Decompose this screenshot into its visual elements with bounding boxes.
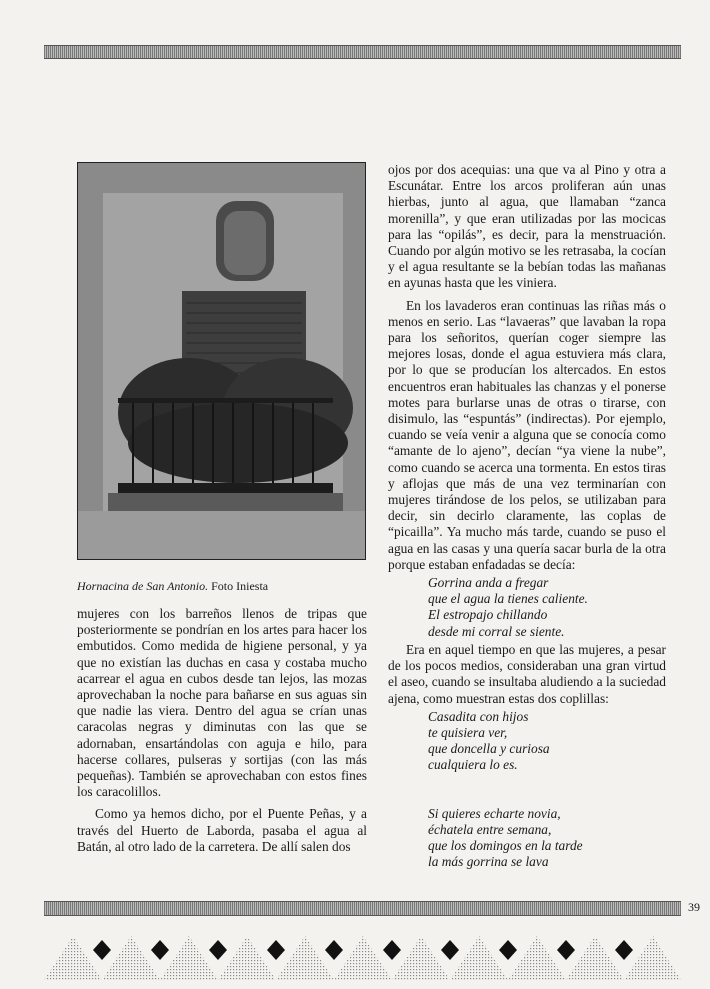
verse-line: que los domingos en la tarde xyxy=(428,837,583,853)
verse-line: que el agua la tienes caliente. xyxy=(428,591,588,607)
verse-line: la más gorrina se lava xyxy=(428,854,549,870)
verse-line: te quisiera ver, xyxy=(428,724,508,740)
verse-3 xyxy=(428,806,666,871)
verse-line: que doncella y curiosa xyxy=(428,741,550,757)
verse-2 xyxy=(428,709,666,774)
top-decorative-band xyxy=(44,45,681,59)
left-column xyxy=(77,606,367,855)
caption-title: Hornacina de San Antonio. xyxy=(77,579,209,593)
right-column xyxy=(388,162,666,872)
verse-line: Si quieres echarte novia, xyxy=(428,805,561,821)
verse-line: Gorrina anda a fregar xyxy=(428,575,549,591)
verse-line: échatela entre semana, xyxy=(428,821,552,837)
verse-line: cualquiera lo es. xyxy=(428,757,518,773)
photo-balcony-niche xyxy=(77,162,366,560)
bottom-decorative-band xyxy=(44,901,681,916)
page-number: 39 xyxy=(688,900,700,914)
right-paragraph-3: Era en aquel tiempo en que las mujeres, a pesar de los pocos medios, consideraban una gran virtud el aseo, cuando se insultaba aludiendo a la suciedad ajena, como muestran estas dos coplillas: xyxy=(388,641,666,706)
verse-1 xyxy=(428,575,666,640)
left-paragraph-1: mujeres con los barreños llenos de tripas que posteriormente se pondrían en los artes para hacer los embutidos. Como medida de higiene personal, y ya que no existían las duchas en casa y costaba mucho acarrear el agua en cubos desde tan lejos, las mozas aprovechaban la noche para bañarse en sus aguas sin que nadie las viera. Dentro del agua se crían unas caracolas negras y diminutas con las que se adornaban, ensartándolas con aguja e hilo, para hacerse collares, pulseras y sortijas (con las más pequeñas). También se aprovechaban con estos fines los caracolillos. xyxy=(77,606,367,800)
decorative-diamond-border xyxy=(44,930,681,980)
photo-caption xyxy=(77,578,367,594)
verse-line: Casadita con hijos xyxy=(428,708,529,724)
left-paragraph-2: Como ya hemos dicho, por el Puente Peñas, y a través del Huerto de Laborda, pasaba el agua al Batán, al otro lado de la carretera. De allí salen dos xyxy=(77,806,367,854)
right-paragraph-2: En los lavaderos eran continuas las riñas más o menos en serio. Las “lavaeras” que lavaban la ropa para los señoritos, querían coger siempre las mejores losas, donde el agua estuviera más clara, por lo que se producían los altercados. En estos encuentros eran habituales las chanzas y el ponerse motes para burlarse unas de otras o tirarse, con disimulo, las “espuntás” (indirectas). Por ejemplo, cuando se veía venir a alguna que se conocía como “amante de lo ajeno”, decían “ya viene la nube”, como cuando se acerca una tormenta. En estos tiras y aflojas que más de una vez terminarían con mujeres tirándose de los pelos, se utilizaban para decir, sin decirlo claramente, las coplas de “picailla”. Ya mucho más tarde, cuando se puso el agua en las casas y una quería sacar burla de la otra porque estaban enfadadas se decía: xyxy=(388,297,666,572)
right-paragraph-1: ojos por dos acequias: una que va al Pino y otra a Escunátar. Entre los arcos proliferan aún unas hierbas, junto al agua, que llamaban “zanca morenilla”, y que eran utilizadas por las mocicas para las “opilás”, es decir, para la menstruación. Cuando por algún motivo se les retrasaba, la cocían y el agua resultante se la bebían todas las mañanas en ayunas hasta que les viniera. xyxy=(388,162,666,291)
caption-credit: Foto Iniesta xyxy=(211,579,269,593)
verse-line: desde mi corral se siente. xyxy=(428,623,565,639)
verse-line: El estropajo chillando xyxy=(428,607,548,623)
